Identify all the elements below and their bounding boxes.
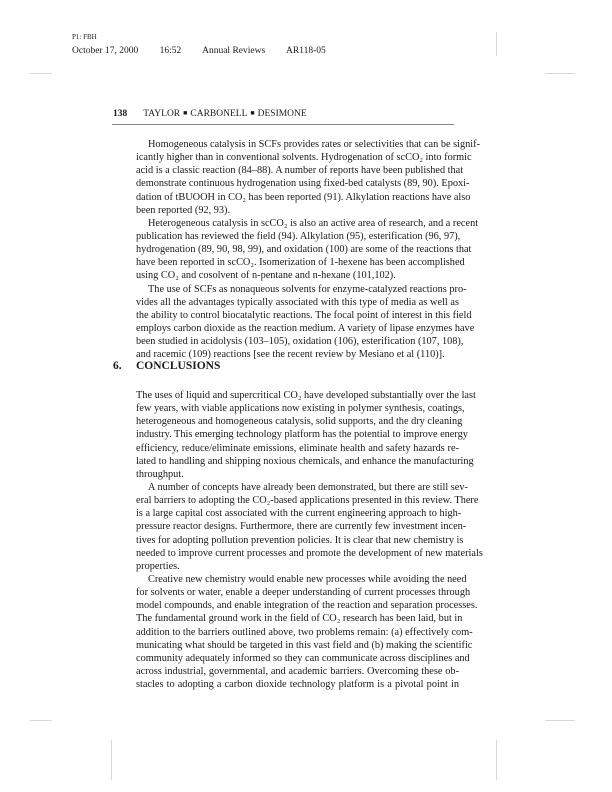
text-line: hydrogenation (89, 90, 98, 99), and oxidation (100) are some of the reactions that	[136, 244, 472, 256]
text-line: pressure reactor designs. Furthermore, there are currently few investment incen-	[136, 521, 467, 533]
text-line: and racemic (109) reactions [see the recent review by Mesiano et al (110)].	[136, 349, 445, 361]
section-number: 6.	[113, 360, 122, 372]
text-line: stacles to adopting a carbon dioxide technology platform is a pivotal point in	[136, 679, 459, 691]
body-text-catalysis	[136, 138, 481, 361]
header-rule	[112, 124, 454, 125]
text-line: The uses of liquid and supercritical CO₂ have developed substantially over the last	[136, 390, 476, 401]
section-heading	[113, 360, 220, 372]
text-line: addition to the barriers outlined above, two problems remain: (a) effectively com-	[136, 626, 473, 638]
text-line: tives for adopting pollution prevention policies. It is clear that new chemistry is	[136, 534, 464, 546]
text-line: employs carbon dioxide as the reaction medium. A variety of lipase enzymes have	[136, 322, 475, 334]
slug-date: October 17, 2000	[72, 46, 139, 56]
crop-mark	[496, 740, 497, 780]
slug-publisher: Annual Reviews	[202, 46, 266, 56]
slug-info	[72, 46, 345, 56]
text-line: community adequately informed so they can communicate across disciplines and	[136, 652, 470, 664]
text-line: needed to improve current processes and promote the development of new materials	[136, 547, 483, 559]
author: DESIMONE	[257, 109, 307, 119]
text-line: eral barriers to adopting the CO₂-based applications presented in this review. There	[136, 495, 479, 507]
text-line: dation of tBUOOH in CO₂ has been reported (91). Alkylation reactions have also	[136, 191, 471, 203]
text-line: is a large capital cost associated with the current engineering approach to high-	[136, 508, 462, 520]
text-line: properties.	[136, 560, 180, 572]
text-line: industry. This emerging technology platform has the potential to improve energy	[136, 429, 468, 441]
text-line: for solvents or water, enable a deeper understanding of current processes through	[136, 587, 471, 599]
author: TAYLOR	[143, 109, 181, 119]
text-line: acid is a classic reaction (84–88). A number of reports have been published that	[136, 165, 464, 177]
crop-mark	[111, 740, 112, 780]
text-line: across industrial, governmental, and academic barriers. Overcoming these ob-	[136, 665, 459, 677]
text-line: using CO₂ and cosolvent of n-pentane and n-hexane (101,102).	[136, 270, 396, 282]
text-line: The fundamental ground work in the field of CO₂ research has been laid, but in	[136, 613, 463, 625]
crop-mark	[496, 32, 497, 56]
text-line: been reported (92, 93).	[136, 204, 231, 216]
text-line: few years, with viable applications now existing in polymer synthesis, coatings,	[136, 403, 465, 415]
text-line: model compounds, and enable integration of the reaction and separation processes.	[136, 600, 478, 612]
author: CARBONELL	[190, 109, 248, 119]
text-line: vides all the advantages typically associated with this type of media as well as	[136, 296, 459, 308]
section-title: CONCLUSIONS	[136, 360, 221, 372]
crop-mark	[545, 720, 575, 721]
text-line: efficiency, reduce/eliminate emissions, eliminate health and safety hazards re-	[136, 442, 459, 454]
slug-code: AR118-05	[286, 46, 326, 56]
text-line: The use of SCFs as nonaqueous solvents for enzyme-catalyzed reactions pro-	[148, 283, 467, 295]
text-line: the ability to control biocatalytic reactions. The focal point of interest in this field	[136, 309, 472, 321]
text-line: A number of concepts have already been demonstrated, but there are still sev-	[148, 481, 468, 493]
page-number: 138	[113, 109, 128, 119]
slug-time: 16:52	[159, 46, 182, 56]
slug-operator: P1: FBH	[72, 33, 97, 41]
text-line: Heterogeneous catalysis in scCO₂ is also an active area of research, and a recent	[148, 217, 479, 229]
crop-mark	[30, 73, 52, 74]
crop-mark	[545, 73, 575, 74]
text-line: demonstrate continuous hydrogenation using fixed-bed catalysts (89, 90). Epoxi-	[136, 178, 470, 190]
running-head	[113, 109, 307, 119]
crop-mark	[30, 720, 52, 721]
text-line: Homogeneous catalysis in SCFs provides rates or selectivities that can be signif-	[148, 139, 481, 150]
square-bullet-icon: ■	[250, 109, 255, 117]
text-line: Creative new chemistry would enable new processes while avoiding the need	[148, 573, 467, 585]
text-line: municating what should be targeted in this vast field and (b) making the scientific	[136, 639, 473, 651]
text-line: publication has reviewed the field (94). Alkylation (95), esterification (96, 97),	[136, 230, 461, 242]
text-line: throughput.	[136, 468, 184, 480]
text-line: icantly higher than in conventional solvents. Hydrogenation of scCO₂ into formic	[136, 152, 472, 164]
square-bullet-icon: ■	[183, 109, 188, 117]
text-line: heterogeneous and homogeneous catalysis, solid supports, and the dry cleaning	[136, 416, 463, 428]
text-line: lated to handling and shipping noxious chemicals, and enhance the manufacturing	[136, 455, 474, 467]
text-line: have been reported in scCO₂. Isomerization of 1-hexene has been accomplished	[136, 257, 465, 269]
text-line: been studied in acidolysis (103–105), oxidation (106), esterification (107, 108),	[136, 336, 464, 348]
body-text-conclusions	[136, 389, 483, 691]
